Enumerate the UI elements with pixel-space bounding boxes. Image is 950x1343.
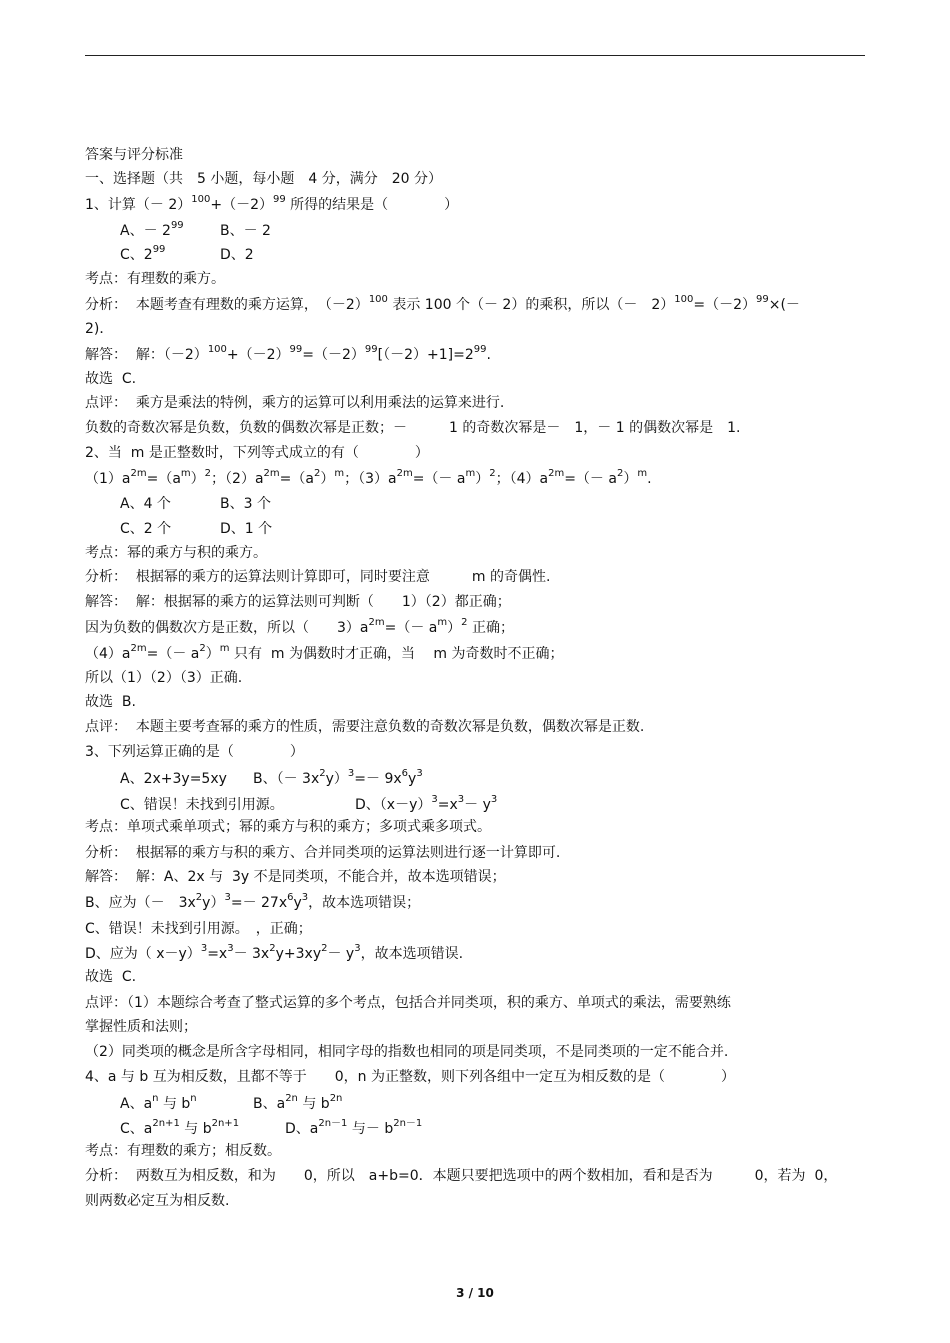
q3-dianping-cont: 掌握性质和法则； [85, 1019, 197, 1035]
q4-fenxi: 分析： 两数互为相反数，和为 0，所以 a+b=0．本题只要把选项中的两个数相加，看和是否为 0，若为 0， [85, 1168, 838, 1184]
q3-stem: 3、下列运算正确的是（ ） [85, 744, 304, 760]
q2-jieda-3: $(4)a^{2m}=(- a^2)^m$ 只有 m 为偶数时才正确，当 m 为奇数时不正确； [85, 643, 564, 662]
q4-options-cd: C、$a^{2n+1}$ 与 $b^{2n+1}$ D、$a^{2n-1}$ 与－ $b^{2n-1}$ [120, 1118, 423, 1137]
q2-options-ab: A、4 个 B、3 个 [120, 496, 271, 512]
q1-dianping: 点评： 乘方是乘法的特例，乘方的运算可以利用乘法的运算来进行. [85, 395, 505, 411]
q3-kaodian: 考点：单项式乘单项式；幂的乘方与积的乘方；多项式乘多项式。 [85, 819, 491, 835]
q4-kaodian: 考点：有理数的乘方；相反数。 [85, 1143, 281, 1159]
q2-jieda-2: 因为负数的偶数次方是正数，所以（ $3)a^{2m}=(- a^m)^2$ 正确； [85, 617, 514, 636]
q2-equations: $(1)a^{2m}=(a^m)^2$；$(2)a^{2m}=(a^2)^m$；$(3)a^{2m}=(- a^m)^2$；$(4)a^{2m}=(- a^2)^m$. [85, 468, 652, 487]
q3-jieda-b: B、应为（－ $3x^2y)^3=- 27x^6y^3$，故本选项错误； [85, 892, 421, 911]
page-number: 3 / 10 [456, 1286, 494, 1300]
q1-jieda: 解答： 解：$(-2)^{100}+(-2)^{99}=(-2)^{99}[(-2)+1]=2^{99}$. [85, 344, 491, 363]
header-rule [85, 55, 865, 56]
q3-options-cd: C、错误！未找到引用源。 D、$(x-y)^3=x^3- y^3$ [120, 794, 498, 813]
q1-answer: 故选 C. [85, 371, 137, 387]
q1-kaodian: 考点：有理数的乘方。 [85, 271, 225, 287]
q1-options-cd: C、$2^{99}$ D、2 [120, 244, 254, 263]
q3-answer: 故选 C. [85, 969, 137, 985]
q1-options-ab: A、－ $2^{99}$ B、－ 2 [120, 220, 271, 239]
q3-options-ab: A、2x+3y=5xy B、（－ $3x^2y)^3=- 9x^6y^3$ [120, 768, 423, 787]
q2-stem: 2、当 m 是正整数时，下列等式成立的有（ ） [85, 445, 429, 461]
q4-stem: 4、a 与 b 互为相反数，且都不等于 0，n 为正整数，则下列各组中一定互为相反数的是（ ） [85, 1069, 735, 1085]
q2-jieda-4: 所以（1）（2）（3）正确. [85, 670, 243, 686]
q3-fenxi: 分析： 根据幂的乘方与积的乘方、合并同类项的运算法则进行逐一计算即可. [85, 845, 561, 861]
q4-fenxi-cont: 则两数必定互为相反数. [85, 1193, 230, 1209]
q2-dianping: 点评： 本题主要考查幂的乘方的性质，需要注意负数的奇数次幂是负数，偶数次幂是正数. [85, 719, 645, 735]
q3-jieda: 解答： 解：A、2x 与 3y 不是同类项，不能合并，故本选项错误； [85, 869, 506, 885]
q4-options-ab: A、$a^n$ 与 $b^n$ B、$a^{2n}$ 与 $b^{2n}$ [120, 1093, 343, 1112]
q3-jieda-c: C、错误！未找到引用源。 ，正确； [85, 921, 312, 937]
section-heading: 一、选择题（共 5 小题，每小题 4 分，满分 20 分） [85, 171, 442, 187]
section-title: 答案与评分标准 [85, 147, 183, 163]
q1-dianping-cont: 负数的奇数次幂是负数，负数的偶数次幂是正数；－ 1 的奇数次幂是－ 1，－ 1 的偶数次幂是 1. [85, 420, 741, 436]
q2-kaodian: 考点：幂的乘方与积的乘方。 [85, 545, 267, 561]
q2-fenxi: 分析： 根据幂的乘方的运算法则计算即可，同时要注意 m 的奇偶性. [85, 569, 551, 585]
q2-answer: 故选 B. [85, 694, 136, 710]
q1-fenxi-cont: 2)． [85, 321, 114, 337]
q1-fenxi: 分析： 本题考查有理数的乘方运算， $(-2)^{100}$ 表示 100 个（－ 2）的乘积，所以（－ $2)^{100}=(-2)^{99}\times(-$ [85, 294, 800, 313]
q2-jieda: 解答： 解：根据幂的乘方的运算法则可判断（ 1）（2）都正确； [85, 594, 511, 610]
q3-dianping-2: （2）同类项的概念是所含字母相同，相同字母的指数也相同的项是同类项，不是同类项的一定不能合并. [85, 1044, 729, 1060]
q2-options-cd: C、2 个 D、1 个 [120, 521, 273, 537]
q3-dianping: 点评：（1）本题综合考查了整式运算的多个考点，包括合并同类项，积的乘方、单项式的乘法，需要熟练 [85, 995, 731, 1011]
q1-stem: 1、计算（－ $2)^{100}+(-2)^{99}$ 所得的结果是（ ） [85, 194, 459, 213]
q3-jieda-d: D、应为（ $x-y)^3=x^3- 3x^2y+3xy^2- y^3$，故本选项错误. [85, 943, 464, 962]
